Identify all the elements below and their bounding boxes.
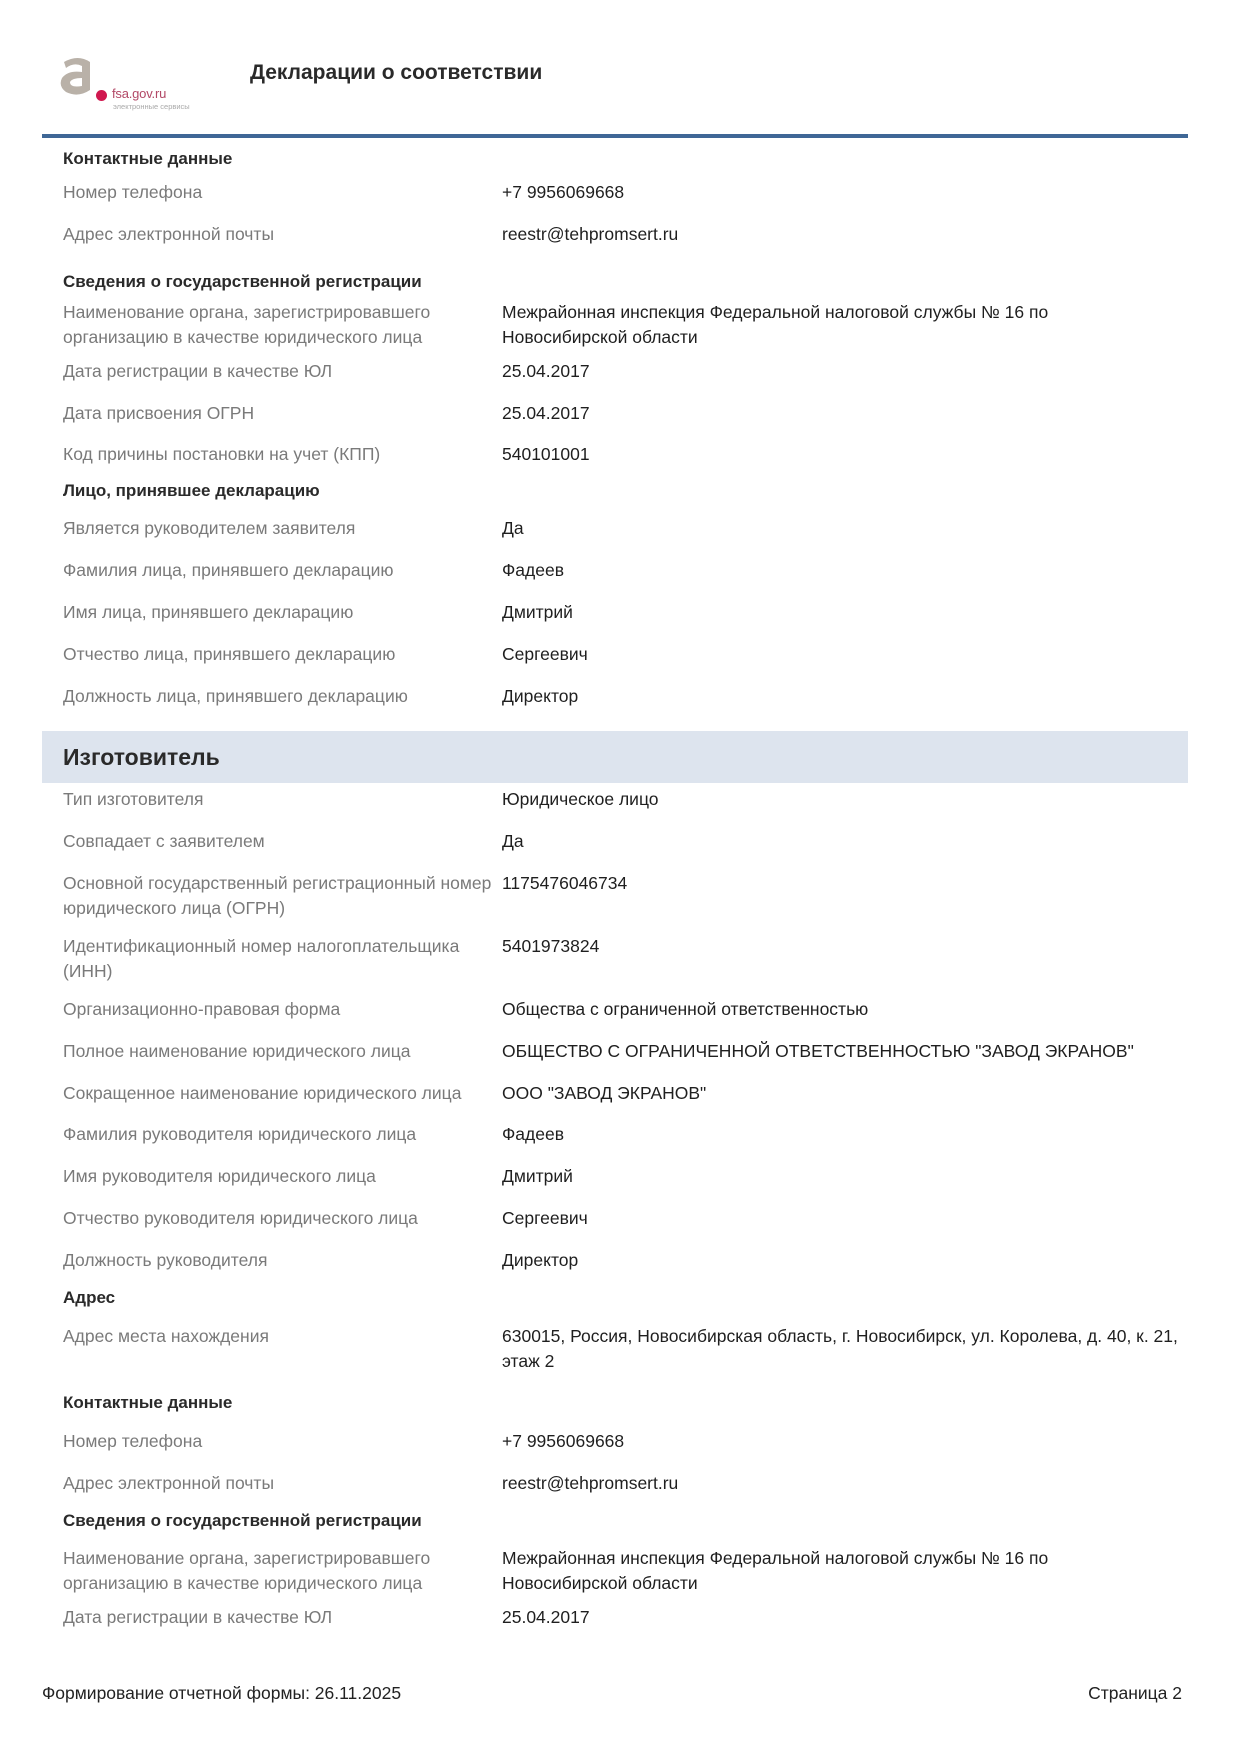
field-row bbox=[42, 359, 1188, 384]
document-content bbox=[42, 144, 1188, 1630]
field-row bbox=[42, 829, 1188, 854]
field-label: Наименование органа, зарегистрировавшего организацию в качестве юридического лица bbox=[63, 1548, 431, 1593]
field-row bbox=[42, 1605, 1188, 1630]
field-row bbox=[42, 300, 1188, 350]
field-label: Код причины постановки на учет (КПП) bbox=[63, 444, 381, 464]
field-value: 1175476046734 bbox=[502, 873, 628, 893]
field-value: 630015, Россия, Новосибирская область, г. Новосибирск, ул. Королева, д. 40, к. 21, этаж 2 bbox=[502, 1326, 1178, 1371]
applicant-registration-heading: Сведения о государственной регистрации bbox=[63, 272, 422, 291]
field-value: 540101001 bbox=[502, 444, 590, 464]
fsa-logo-icon bbox=[58, 56, 98, 98]
field-value: reestr@tehpromsert.ru bbox=[502, 224, 679, 244]
field-label: Полное наименование юридического лица bbox=[63, 1041, 411, 1061]
manufacturer-registration-heading: Сведения о государственной регистрации bbox=[63, 1511, 422, 1530]
field-value: 25.04.2017 bbox=[502, 1607, 590, 1627]
field-value: Межрайонная инспекция Федеральной налоговой службы № 16 по Новосибирской области bbox=[502, 1548, 1049, 1593]
field-value: Сергеевич bbox=[502, 644, 588, 664]
field-value: Общества с ограниченной ответственностью bbox=[502, 999, 869, 1019]
field-value: +7 9956069668 bbox=[502, 1431, 625, 1451]
field-row bbox=[42, 934, 1188, 984]
declarant-person-heading: Лицо, принявшее декларацию bbox=[63, 481, 320, 500]
manufacturer-contacts-heading: Контактные данные bbox=[63, 1393, 233, 1412]
field-row bbox=[42, 1248, 1188, 1273]
field-row bbox=[42, 1429, 1188, 1454]
field-value: Дмитрий bbox=[502, 1166, 573, 1186]
field-row bbox=[42, 401, 1188, 426]
field-row bbox=[42, 442, 1188, 467]
field-label: Номер телефона bbox=[63, 1431, 203, 1451]
field-label: Имя руководителя юридического лица bbox=[63, 1166, 376, 1186]
field-label: Идентификационный номер налогоплательщика (ИНН) bbox=[63, 936, 460, 981]
field-row bbox=[42, 600, 1188, 625]
field-value: 5401973824 bbox=[502, 936, 600, 956]
applicant-contacts-heading: Контактные данные bbox=[63, 149, 233, 168]
field-label: Сокращенное наименование юридического лица bbox=[63, 1083, 462, 1103]
field-row bbox=[42, 642, 1188, 667]
field-label: Адрес электронной почты bbox=[63, 1473, 275, 1493]
field-row bbox=[42, 1546, 1188, 1596]
field-row bbox=[42, 558, 1188, 583]
field-label: Дата регистрации в качестве ЮЛ bbox=[63, 361, 333, 381]
field-row bbox=[42, 1081, 1188, 1106]
field-value: Фадеев bbox=[502, 560, 565, 580]
field-label: Адрес электронной почты bbox=[63, 224, 275, 244]
field-row bbox=[42, 516, 1188, 541]
field-label: Фамилия руководителя юридического лица bbox=[63, 1124, 417, 1144]
field-value: reestr@tehpromsert.ru bbox=[502, 1473, 679, 1493]
field-label: Основной государственный регистрационный номер юридического лица (ОГРН) bbox=[63, 873, 492, 918]
field-value: Дмитрий bbox=[502, 602, 573, 622]
field-value: Сергеевич bbox=[502, 1208, 588, 1228]
field-label: Дата регистрации в качестве ЮЛ bbox=[63, 1607, 333, 1627]
fsa-logo[interactable] bbox=[58, 56, 208, 112]
field-value: Директор bbox=[502, 686, 579, 706]
field-label: Отчество руководителя юридического лица bbox=[63, 1208, 418, 1228]
page-footer bbox=[42, 1683, 1182, 1704]
field-value: Межрайонная инспекция Федеральной налоговой службы № 16 по Новосибирской области bbox=[502, 302, 1049, 347]
field-row bbox=[42, 1206, 1188, 1231]
field-label: Фамилия лица, принявшего декларацию bbox=[63, 560, 394, 580]
field-value: 25.04.2017 bbox=[502, 403, 590, 423]
field-label: Дата присвоения ОГРН bbox=[63, 403, 255, 423]
field-label: Совпадает с заявителем bbox=[63, 831, 265, 851]
page-header bbox=[0, 0, 1240, 140]
address-heading: Адрес bbox=[63, 1288, 116, 1307]
field-label: Тип изготовителя bbox=[63, 789, 204, 809]
field-label: Является руководителем заявителя bbox=[63, 518, 356, 538]
field-label: Адрес места нахождения bbox=[63, 1326, 269, 1346]
field-value: Да bbox=[502, 831, 524, 851]
manufacturer-section-header: Изготовитель bbox=[42, 731, 1188, 783]
field-row bbox=[42, 1122, 1188, 1147]
field-label: Номер телефона bbox=[63, 182, 203, 202]
field-label: Отчество лица, принявшего декларацию bbox=[63, 644, 396, 664]
field-row bbox=[42, 180, 1188, 205]
field-label: Имя лица, принявшего декларацию bbox=[63, 602, 354, 622]
logo-dot bbox=[96, 90, 107, 101]
field-value: Да bbox=[502, 518, 524, 538]
field-value: Фадеев bbox=[502, 1124, 565, 1144]
field-row bbox=[42, 871, 1188, 921]
field-row bbox=[42, 684, 1188, 709]
page-number: Страница 2 bbox=[1088, 1683, 1182, 1703]
field-value: 25.04.2017 bbox=[502, 361, 590, 381]
field-row bbox=[42, 1471, 1188, 1496]
field-value: Юридическое лицо bbox=[502, 789, 659, 809]
field-label: Организационно-правовая форма bbox=[63, 999, 341, 1019]
logo-site-name: fsa.gov.ru bbox=[112, 86, 167, 101]
field-row bbox=[42, 222, 1188, 247]
field-value: ОБЩЕСТВО С ОГРАНИЧЕННОЙ ОТВЕТСТВЕННОСТЬЮ "ЗАВОД ЭКРАНОВ" bbox=[502, 1041, 1134, 1061]
field-row bbox=[42, 1324, 1188, 1374]
field-row bbox=[42, 1164, 1188, 1189]
field-row bbox=[42, 787, 1188, 812]
field-label: Наименование органа, зарегистрировавшего организацию в качестве юридического лица bbox=[63, 302, 431, 347]
field-value: +7 9956069668 bbox=[502, 182, 625, 202]
page-title: Декларации о соответствии bbox=[250, 61, 543, 84]
header-divider bbox=[42, 134, 1188, 138]
field-value: ООО "ЗАВОД ЭКРАНОВ" bbox=[502, 1083, 707, 1103]
field-row bbox=[42, 1039, 1188, 1064]
report-generated-date: Формирование отчетной формы: 26.11.2025 bbox=[42, 1683, 402, 1703]
field-label: Должность руководителя bbox=[63, 1250, 268, 1270]
field-label: Должность лица, принявшего декларацию bbox=[63, 686, 408, 706]
logo-subtitle: электронные сервисы bbox=[113, 102, 190, 111]
field-value: Директор bbox=[502, 1250, 579, 1270]
field-row bbox=[42, 997, 1188, 1022]
